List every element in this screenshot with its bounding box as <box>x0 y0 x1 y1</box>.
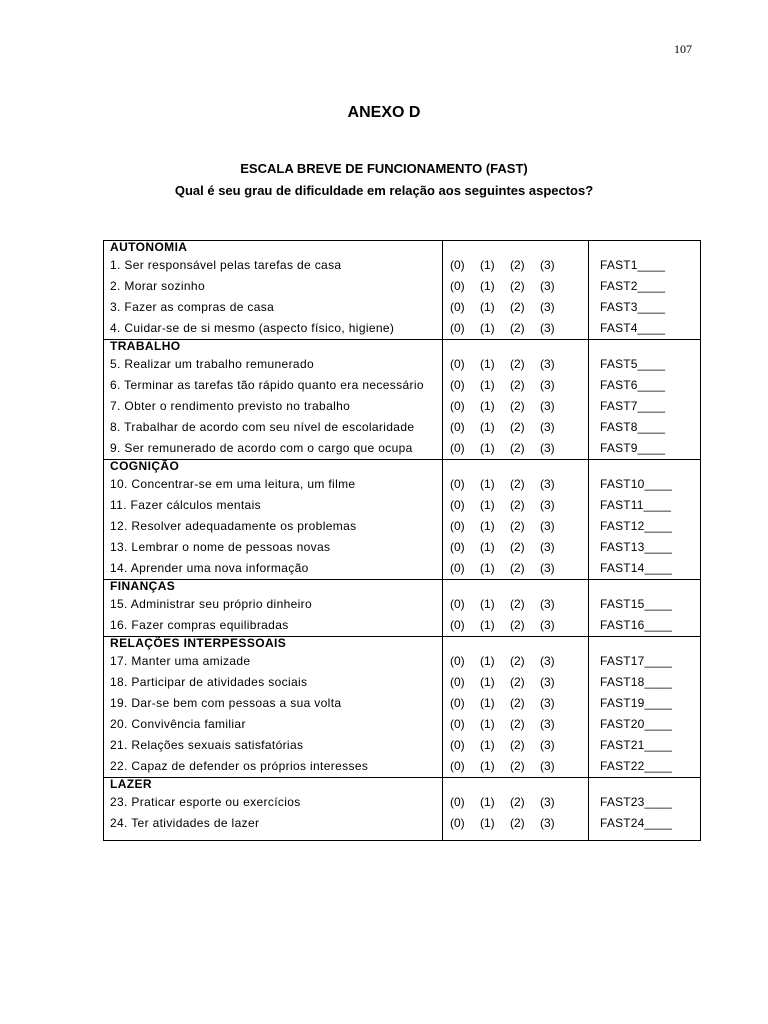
scale-title: ESCALA BREVE DE FUNCIONAMENTO (FAST) <box>240 161 528 176</box>
fast-code[interactable]: FAST22____ <box>600 759 673 773</box>
rating-option-1[interactable]: (1) <box>480 597 495 611</box>
item-label: 18. Participar de atividades sociais <box>110 675 308 689</box>
section-header-scale-cell <box>443 580 589 595</box>
rating-option-0[interactable]: (0) <box>450 654 465 668</box>
section-header-row <box>104 241 701 256</box>
rating-options <box>443 714 589 735</box>
fast-code-cell <box>589 594 701 615</box>
fast-code-cell <box>589 297 701 318</box>
rating-option-0[interactable]: (0) <box>450 258 465 272</box>
rating-option-2[interactable]: (2) <box>510 675 525 689</box>
rating-option-2[interactable]: (2) <box>510 441 525 455</box>
item-cell <box>104 735 443 756</box>
rating-option-1[interactable]: (1) <box>480 477 495 491</box>
rating-option-0[interactable]: (0) <box>450 399 465 413</box>
rating-option-2[interactable]: (2) <box>510 540 525 554</box>
fast-code[interactable]: FAST18____ <box>600 675 673 689</box>
rating-options <box>443 735 589 756</box>
fast-code-cell <box>589 495 701 516</box>
rating-option-1[interactable]: (1) <box>480 420 495 434</box>
rating-option-2[interactable]: (2) <box>510 399 525 413</box>
section-title: TRABALHO <box>104 340 443 355</box>
section-header-scale-cell <box>443 778 589 793</box>
rating-option-2[interactable]: (2) <box>510 654 525 668</box>
item-row <box>104 651 701 672</box>
item-label: 2. Morar sozinho <box>110 279 205 293</box>
item-cell <box>104 693 443 714</box>
rating-option-3[interactable]: (3) <box>540 654 555 668</box>
fast-code-cell <box>589 417 701 438</box>
section-header-row <box>104 460 701 475</box>
rating-option-1[interactable]: (1) <box>480 675 495 689</box>
rating-option-3[interactable]: (3) <box>540 597 555 611</box>
fast-code[interactable]: FAST15____ <box>600 597 673 611</box>
item-row <box>104 813 701 834</box>
rating-option-0[interactable]: (0) <box>450 279 465 293</box>
fast-code-cell <box>589 438 701 460</box>
item-label: 3. Fazer as compras de casa <box>110 300 275 314</box>
rating-options <box>443 276 589 297</box>
item-label: 16. Fazer compras equilibradas <box>110 618 289 632</box>
rating-option-2[interactable]: (2) <box>510 420 525 434</box>
rating-option-0[interactable]: (0) <box>450 675 465 689</box>
rating-option-3[interactable]: (3) <box>540 519 555 533</box>
rating-option-1[interactable]: (1) <box>480 540 495 554</box>
section-header-row <box>104 340 701 355</box>
rating-option-2[interactable]: (2) <box>510 258 525 272</box>
rating-option-1[interactable]: (1) <box>480 378 495 392</box>
padding-cell <box>589 834 701 841</box>
rating-options <box>443 615 589 637</box>
rating-option-2[interactable]: (2) <box>510 618 525 632</box>
fast-code-cell <box>589 516 701 537</box>
rating-option-1[interactable]: (1) <box>480 561 495 575</box>
section-header-row <box>104 778 701 793</box>
section-header-row <box>104 637 701 652</box>
rating-options <box>443 813 589 834</box>
item-row <box>104 354 701 375</box>
rating-option-2[interactable]: (2) <box>510 561 525 575</box>
item-label: 21. Relações sexuais satisfatórias <box>110 738 304 752</box>
section-header-row <box>104 580 701 595</box>
rating-option-1[interactable]: (1) <box>480 300 495 314</box>
fast-code[interactable]: FAST13____ <box>600 540 673 554</box>
rating-option-3[interactable]: (3) <box>540 420 555 434</box>
fast-code[interactable]: FAST24____ <box>600 816 673 830</box>
rating-option-3[interactable]: (3) <box>540 738 555 752</box>
section-title: COGNIÇÃO <box>104 460 443 475</box>
rating-option-1[interactable]: (1) <box>480 795 495 809</box>
rating-option-2[interactable]: (2) <box>510 696 525 710</box>
item-label: 22. Capaz de defender os próprios interesses <box>110 759 369 773</box>
fast-code-cell <box>589 813 701 834</box>
rating-options <box>443 792 589 813</box>
rating-options <box>443 558 589 580</box>
rating-option-1[interactable]: (1) <box>480 738 495 752</box>
section-header-code-cell <box>589 580 701 595</box>
fast-code[interactable]: FAST11____ <box>600 498 672 512</box>
rating-option-2[interactable]: (2) <box>510 279 525 293</box>
rating-option-2[interactable]: (2) <box>510 519 525 533</box>
fast-code-cell <box>589 615 701 637</box>
item-label: 1. Ser responsável pelas tarefas de casa <box>110 258 342 272</box>
item-cell <box>104 438 443 460</box>
item-label: 8. Trabalhar de acordo com seu nível de escolaridade <box>110 420 415 434</box>
rating-option-2[interactable]: (2) <box>510 738 525 752</box>
section-0 <box>104 241 701 340</box>
rating-option-1[interactable]: (1) <box>480 816 495 830</box>
rating-option-2[interactable]: (2) <box>510 717 525 731</box>
rating-options <box>443 354 589 375</box>
rating-option-2[interactable]: (2) <box>510 378 525 392</box>
item-row <box>104 276 701 297</box>
fast-code-cell <box>589 651 701 672</box>
rating-options <box>443 474 589 495</box>
rating-option-0[interactable]: (0) <box>450 696 465 710</box>
scale-question: Qual é seu grau de dificuldade em relação aos seguintes aspectos? <box>174 183 594 198</box>
rating-option-2[interactable]: (2) <box>510 795 525 809</box>
item-cell <box>104 537 443 558</box>
rating-options <box>443 375 589 396</box>
item-row <box>104 735 701 756</box>
rating-option-0[interactable]: (0) <box>450 795 465 809</box>
rating-option-2[interactable]: (2) <box>510 597 525 611</box>
fast-code[interactable]: FAST20____ <box>600 717 673 731</box>
item-label: 6. Terminar as tarefas tão rápido quanto era necessário <box>110 378 424 392</box>
item-label: 14. Aprender uma nova informação <box>110 561 309 575</box>
section-header-scale-cell <box>443 637 589 652</box>
rating-options <box>443 651 589 672</box>
rating-option-3[interactable]: (3) <box>540 477 555 491</box>
item-label: 20. Convivência familiar <box>110 717 246 731</box>
rating-option-3[interactable]: (3) <box>540 258 555 272</box>
rating-options <box>443 297 589 318</box>
rating-options <box>443 516 589 537</box>
section-title: RELAÇÕES INTERPESSOAIS <box>104 637 443 652</box>
page-number: 107 <box>674 42 692 56</box>
item-label: 23. Praticar esporte ou exercícios <box>110 795 301 809</box>
rating-option-3[interactable]: (3) <box>540 540 555 554</box>
rating-option-1[interactable]: (1) <box>480 399 495 413</box>
rating-option-1[interactable]: (1) <box>480 519 495 533</box>
rating-option-0[interactable]: (0) <box>450 477 465 491</box>
section-title: LAZER <box>104 778 443 793</box>
item-row <box>104 417 701 438</box>
rating-option-0[interactable]: (0) <box>450 597 465 611</box>
item-cell <box>104 558 443 580</box>
fast-code-cell <box>589 693 701 714</box>
section-header-code-cell <box>589 778 701 793</box>
fast-code[interactable]: FAST2____ <box>600 279 666 293</box>
rating-option-0[interactable]: (0) <box>450 540 465 554</box>
annex-title: ANEXO D <box>347 104 421 121</box>
item-label: 5. Realizar um trabalho remunerado <box>110 357 314 371</box>
item-cell <box>104 615 443 637</box>
item-cell <box>104 276 443 297</box>
item-cell <box>104 396 443 417</box>
item-cell <box>104 672 443 693</box>
item-cell <box>104 651 443 672</box>
fast-code[interactable]: FAST17____ <box>600 654 673 668</box>
fast-code-cell <box>589 537 701 558</box>
section-header-scale-cell <box>443 460 589 475</box>
rating-option-3[interactable]: (3) <box>540 618 555 632</box>
item-cell <box>104 594 443 615</box>
fast-code[interactable]: FAST16____ <box>600 618 673 632</box>
fast-code-cell <box>589 255 701 276</box>
item-label: 7. Obter o rendimento previsto no trabalho <box>110 399 351 413</box>
rating-option-1[interactable]: (1) <box>480 717 495 731</box>
rating-option-0[interactable]: (0) <box>450 441 465 455</box>
item-label: 17. Manter uma amizade <box>110 654 251 668</box>
fast-code[interactable]: FAST14____ <box>600 561 673 575</box>
section-4 <box>104 637 701 778</box>
section-5 <box>104 778 701 841</box>
item-label: 13. Lembrar o nome de pessoas novas <box>110 540 331 554</box>
fast-code[interactable]: FAST7____ <box>600 399 666 413</box>
rating-option-2[interactable]: (2) <box>510 357 525 371</box>
rating-option-3[interactable]: (3) <box>540 399 555 413</box>
rating-option-0[interactable]: (0) <box>450 816 465 830</box>
rating-option-3[interactable]: (3) <box>540 498 555 512</box>
rating-option-0[interactable]: (0) <box>450 561 465 575</box>
item-row <box>104 537 701 558</box>
item-cell <box>104 495 443 516</box>
item-cell <box>104 714 443 735</box>
rating-option-3[interactable]: (3) <box>540 279 555 293</box>
fast-code-cell <box>589 756 701 778</box>
rating-option-0[interactable]: (0) <box>450 300 465 314</box>
fast-code[interactable]: FAST3____ <box>600 300 666 314</box>
fast-code[interactable]: FAST21____ <box>600 738 673 752</box>
rating-option-0[interactable]: (0) <box>450 738 465 752</box>
rating-option-1[interactable]: (1) <box>480 321 495 335</box>
rating-option-3[interactable]: (3) <box>540 561 555 575</box>
fast-code-cell <box>589 558 701 580</box>
rating-option-3[interactable]: (3) <box>540 717 555 731</box>
rating-option-1[interactable]: (1) <box>480 357 495 371</box>
fast-code-cell <box>589 318 701 340</box>
rating-option-3[interactable]: (3) <box>540 378 555 392</box>
rating-options <box>443 438 589 460</box>
item-cell <box>104 792 443 813</box>
section-header-scale-cell <box>443 241 589 256</box>
fast-code[interactable]: FAST10____ <box>600 477 673 491</box>
rating-option-3[interactable]: (3) <box>540 675 555 689</box>
rating-option-0[interactable]: (0) <box>450 498 465 512</box>
rating-option-3[interactable]: (3) <box>540 759 555 773</box>
section-1 <box>104 340 701 460</box>
rating-options <box>443 537 589 558</box>
fast-code-cell <box>589 672 701 693</box>
section-2 <box>104 460 701 580</box>
rating-option-0[interactable]: (0) <box>450 420 465 434</box>
item-row <box>104 516 701 537</box>
rating-options <box>443 255 589 276</box>
item-label: 11. Fazer cálculos mentais <box>110 498 261 512</box>
item-label: 10. Concentrar-se em uma leitura, um filme <box>110 477 356 491</box>
rating-options <box>443 318 589 340</box>
rating-option-1[interactable]: (1) <box>480 696 495 710</box>
section-header-code-cell <box>589 340 701 355</box>
rating-option-3[interactable]: (3) <box>540 300 555 314</box>
item-label: 4. Cuidar-se de si mesmo (aspecto físico, higiene) <box>110 321 395 335</box>
section-header-code-cell <box>589 637 701 652</box>
section-header-scale-cell <box>443 340 589 355</box>
fast-code-cell <box>589 354 701 375</box>
fast-code[interactable]: FAST9____ <box>600 441 666 455</box>
item-label: 19. Dar-se bem com pessoas a sua volta <box>110 696 342 710</box>
item-cell <box>104 255 443 276</box>
item-cell <box>104 756 443 778</box>
section-header-code-cell <box>589 460 701 475</box>
fast-code[interactable]: FAST23____ <box>600 795 673 809</box>
fast-code[interactable]: FAST6____ <box>600 378 666 392</box>
fast-code-cell <box>589 714 701 735</box>
item-row <box>104 255 701 276</box>
item-row <box>104 318 701 340</box>
rating-option-0[interactable]: (0) <box>450 321 465 335</box>
section-3 <box>104 580 701 637</box>
item-row <box>104 672 701 693</box>
item-cell <box>104 474 443 495</box>
item-row <box>104 297 701 318</box>
item-row <box>104 474 701 495</box>
fast-code-cell <box>589 396 701 417</box>
rating-option-0[interactable]: (0) <box>450 378 465 392</box>
fast-code-cell <box>589 792 701 813</box>
fast-code[interactable]: FAST12____ <box>600 519 673 533</box>
fast-code[interactable]: FAST8____ <box>600 420 666 434</box>
fast-code-cell <box>589 276 701 297</box>
item-row <box>104 792 701 813</box>
rating-option-1[interactable]: (1) <box>480 618 495 632</box>
item-row <box>104 396 701 417</box>
item-label: 15. Administrar seu próprio dinheiro <box>110 597 313 611</box>
rating-option-3[interactable]: (3) <box>540 357 555 371</box>
fast-scale-table <box>103 240 701 841</box>
rating-option-0[interactable]: (0) <box>450 519 465 533</box>
fast-code-cell <box>589 474 701 495</box>
rating-option-1[interactable]: (1) <box>480 279 495 293</box>
rating-option-1[interactable]: (1) <box>480 498 495 512</box>
rating-option-2[interactable]: (2) <box>510 498 525 512</box>
item-label: 9. Ser remunerado de acordo com o cargo que ocupa <box>110 441 413 455</box>
rating-option-0[interactable]: (0) <box>450 618 465 632</box>
item-row <box>104 438 701 460</box>
item-cell <box>104 297 443 318</box>
section-header-code-cell <box>589 241 701 256</box>
item-cell <box>104 516 443 537</box>
fast-code[interactable]: FAST5____ <box>600 357 666 371</box>
item-label: 12. Resolver adequadamente os problemas <box>110 519 357 533</box>
padding-cell <box>443 834 589 841</box>
padding-cell <box>104 834 443 841</box>
item-row <box>104 693 701 714</box>
fast-code-cell <box>589 375 701 396</box>
rating-options <box>443 495 589 516</box>
item-row <box>104 558 701 580</box>
item-label: 24. Ter atividades de lazer <box>110 816 260 830</box>
bottom-padding-row <box>104 834 701 841</box>
rating-option-2[interactable]: (2) <box>510 300 525 314</box>
rating-option-3[interactable]: (3) <box>540 696 555 710</box>
section-title: FINANÇAS <box>104 580 443 595</box>
fast-code[interactable]: FAST1____ <box>600 258 666 272</box>
rating-options <box>443 693 589 714</box>
rating-option-3[interactable]: (3) <box>540 321 555 335</box>
item-cell <box>104 813 443 834</box>
fast-code[interactable]: FAST4____ <box>600 321 666 335</box>
fast-code[interactable]: FAST19____ <box>600 696 673 710</box>
rating-options <box>443 594 589 615</box>
rating-option-0[interactable]: (0) <box>450 759 465 773</box>
rating-options <box>443 417 589 438</box>
item-row <box>104 714 701 735</box>
rating-option-3[interactable]: (3) <box>540 441 555 455</box>
item-row <box>104 495 701 516</box>
section-title: AUTONOMIA <box>104 241 443 256</box>
rating-option-1[interactable]: (1) <box>480 759 495 773</box>
rating-option-2[interactable]: (2) <box>510 321 525 335</box>
item-row <box>104 375 701 396</box>
item-row <box>104 756 701 778</box>
rating-option-3[interactable]: (3) <box>540 795 555 809</box>
fast-code-cell <box>589 735 701 756</box>
rating-option-0[interactable]: (0) <box>450 717 465 731</box>
rating-option-1[interactable]: (1) <box>480 258 495 272</box>
item-cell <box>104 375 443 396</box>
rating-option-1[interactable]: (1) <box>480 441 495 455</box>
rating-option-2[interactable]: (2) <box>510 477 525 491</box>
rating-option-0[interactable]: (0) <box>450 357 465 371</box>
rating-options <box>443 672 589 693</box>
rating-options <box>443 756 589 778</box>
item-cell <box>104 417 443 438</box>
item-row <box>104 594 701 615</box>
item-row <box>104 615 701 637</box>
rating-option-1[interactable]: (1) <box>480 654 495 668</box>
item-cell <box>104 354 443 375</box>
item-cell <box>104 318 443 340</box>
rating-option-2[interactable]: (2) <box>510 759 525 773</box>
rating-options <box>443 396 589 417</box>
rating-option-2[interactable]: (2) <box>510 816 525 830</box>
rating-option-3[interactable]: (3) <box>540 816 555 830</box>
